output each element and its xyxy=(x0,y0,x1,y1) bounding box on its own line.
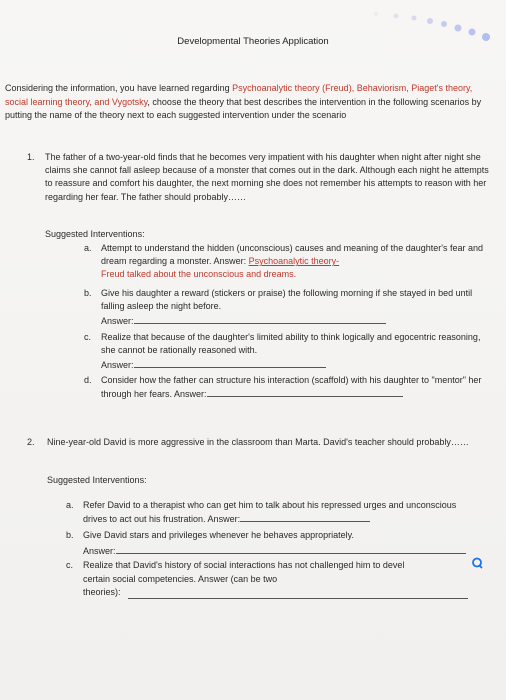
q1-d-item xyxy=(101,374,493,401)
q1-b-label: b. xyxy=(84,288,92,298)
q2-c-text-cont: certain social competencies. Answer (can be two theories): xyxy=(83,574,278,598)
q1-c-text: Realize that because of the daughter's limited ability to think logically and egocentric reasoning, she cannot be rationally reasoned with. xyxy=(101,332,481,356)
intro-part2: , choose the theory that best describes the intervention in the following scenarios by putting the name of the theory next to each suggested intervention under the scenario xyxy=(5,96,482,120)
q2-number: 2. xyxy=(27,437,35,447)
document-title: Developmental Theories Application xyxy=(177,36,329,47)
q2-c-text: Realize that David's history of social interactions has not challenged him to devel xyxy=(83,560,405,570)
q2-b-answer-label: Answer: xyxy=(83,546,116,556)
q2-text: Nine-year-old David is more aggressive in the classroom than Marta. David's teacher should probably…… xyxy=(47,437,469,447)
q1-a-answer-cont: Freud talked about the unconscious and dreams. xyxy=(101,269,297,280)
q2-b-answer-row xyxy=(83,544,466,558)
q2-a-text: Refer David to a therapist who can get him to talk about his repressed urges and unconscious drives to act out his frustration. Answer: xyxy=(83,500,457,525)
search-cursor-icon xyxy=(471,557,483,569)
q1-text: The father of a two-year-old finds that he becomes very impatient with his daughter when night after night she claims she cannot fall asleep because of a monster that comes out in the dark. Although each night he attempts to reassure and comfort his daughter, the next morning she does not remember his attempts to reason with her regarding her fear. The father should probably…… xyxy=(45,152,489,202)
q1-c-answer-label: Answer: xyxy=(101,360,134,370)
q1-a-item xyxy=(101,242,491,282)
q2-b-answer-blank[interactable] xyxy=(116,544,466,554)
q2-c-label: c. xyxy=(66,560,74,570)
q1-d-label: d. xyxy=(84,375,92,385)
intro-part1: Considering the information, you have learned regarding xyxy=(5,83,233,93)
q1-b-answer-blank[interactable] xyxy=(134,314,386,324)
q1-a-text: Attempt to understand the hidden (unconscious) causes and meaning of the daughter's fear and dream regarding a monster. Answer: xyxy=(101,243,483,267)
q2-a-item xyxy=(83,499,468,526)
q1-a-label: a. xyxy=(84,243,92,253)
q1-a-answer: Psychoanalytic theory- xyxy=(248,256,340,267)
q1-suggested-label: Suggested Interventions: xyxy=(45,229,145,239)
q1-c-answer-blank[interactable] xyxy=(134,358,326,368)
q1-number: 1. xyxy=(27,152,35,162)
q2-b-text: Give David stars and privileges whenever he behaves appropriately. xyxy=(83,530,354,540)
q2-suggested-label: Suggested Interventions: xyxy=(47,475,147,485)
intro-paragraph xyxy=(5,82,493,123)
intro-theories: Psychoanalytic theory (Freud), Behaviorism, Piaget's theory, social learning theory, and Vygotsky xyxy=(5,83,473,107)
q2-b-label: b. xyxy=(66,530,74,540)
q2-a-answer-blank[interactable] xyxy=(240,512,370,522)
q1-d-answer-blank[interactable] xyxy=(207,387,403,397)
q1-c-label: c. xyxy=(84,332,92,342)
q1-b-text: Give his daughter a reward (stickers or praise) the following morning if she stayed in bed until falling asleep the night before. xyxy=(101,288,473,312)
q1-c-answer-row xyxy=(101,358,326,372)
q1-b-answer-row xyxy=(101,314,386,328)
q1-d-text: Consider how the father can structure his interaction (scaffold) with his daughter to "mentor" her through her fears. Answer: xyxy=(101,375,482,400)
q2-a-label: a. xyxy=(66,500,74,510)
q1-b-answer-label: Answer: xyxy=(101,316,134,326)
q2-c-answer-blank[interactable] xyxy=(128,589,468,599)
